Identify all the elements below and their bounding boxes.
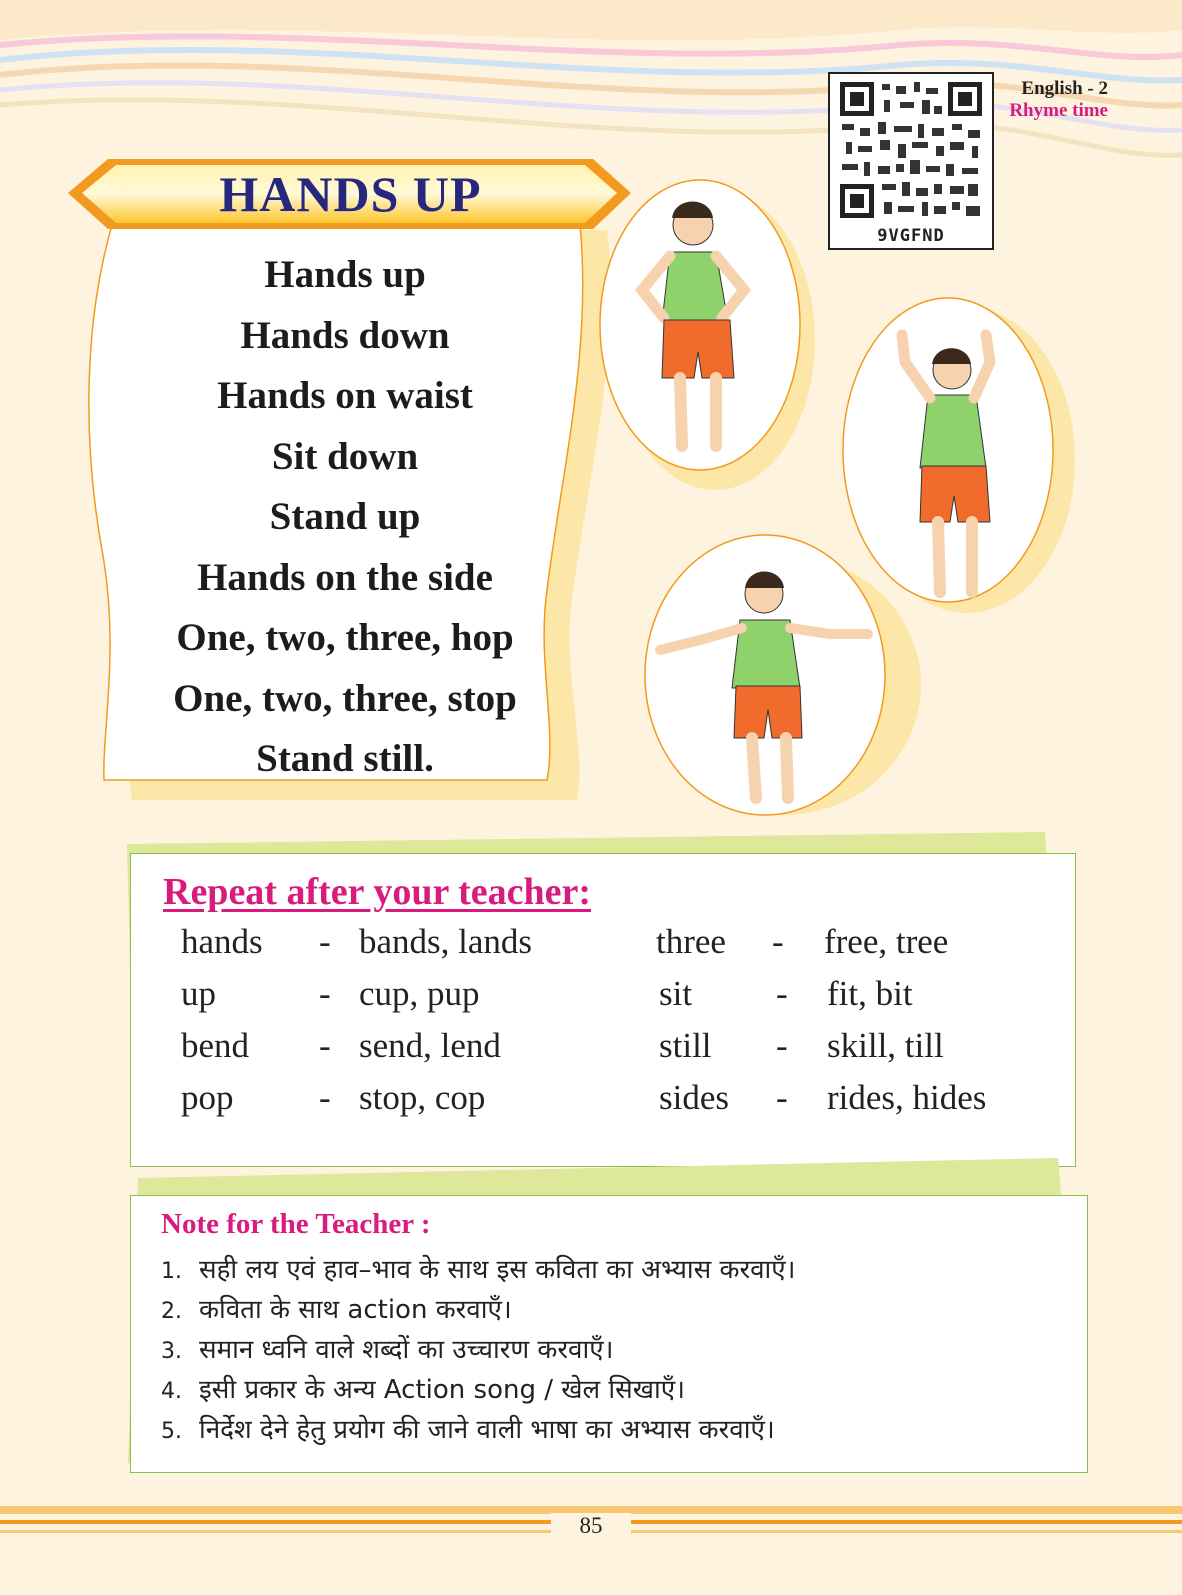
word: sides [659,1078,729,1117]
word: pop [181,1078,234,1117]
dash: - [319,1078,331,1117]
word: bend [181,1026,250,1065]
teacher-note-box [130,1195,1088,1473]
dash: - [319,922,331,961]
note-number: 1. [161,1259,182,1284]
dash: - [772,922,784,961]
rhyme-words: stop, cop [359,1078,486,1117]
note-number: 4. [161,1379,182,1404]
poem-line: Hands on the side [197,555,493,599]
boy-hands-on-side-illustration [645,535,921,815]
poem-line: One, two, three, hop [176,616,514,659]
note-text: इसी प्रकार के अन्य Action song / खेल सिखाएँ। [199,1375,685,1405]
page-header [1009,78,1108,122]
note-number: 2. [161,1299,182,1324]
poem-line: Sit down [271,434,419,478]
qr-code-label: 9VGFND [877,226,945,246]
qr-pattern [838,80,984,220]
note-item [161,1330,613,1366]
note-number: 3. [161,1339,182,1364]
page-number: 85 [551,1513,631,1539]
rhyme-words: skill, till [827,1026,944,1065]
word: hands [181,922,263,961]
rhyme-words: send, lend [359,1026,501,1065]
dash: - [776,974,788,1013]
rhyme-words: fit, bit [827,974,913,1013]
dash: - [319,974,331,1013]
word: still [659,1026,712,1065]
poem-line: One, two, three, stop [173,676,517,720]
note-text: सही लय एवं हाव–भाव के साथ इस कविता का अभ्यास करवाएँ। [199,1255,796,1285]
poem-line: Stand still. [256,737,434,780]
poem-line: Stand up [269,495,421,538]
repeat-after-teacher-box [130,853,1076,1167]
poem-title: HANDS UP [219,166,482,222]
poem-line: Hands up [264,253,426,296]
boy-hands-up-illustration [843,298,1075,613]
dash: - [776,1026,788,1065]
note-text: निर्देश देने हेतु प्रयोग की जाने वाली भाषा का अभ्यास करवाएँ। [199,1415,775,1445]
note-text: समान ध्वनि वाले शब्दों का उच्चारण करवाएँ। [199,1335,614,1365]
word: up [181,974,216,1013]
dash: - [776,1078,788,1117]
note-item [161,1370,685,1406]
note-item [161,1250,796,1286]
rhyme-words: free, tree [824,922,949,961]
note-text: कविता के साथ action करवाएँ। [199,1295,512,1325]
word: three [656,922,726,961]
note-item [161,1290,512,1326]
rhyme-words: cup, pup [359,974,480,1013]
dash: - [319,1026,331,1065]
word: sit [659,974,693,1013]
poem-line: Hands on waist [217,374,473,417]
note-number: 5. [161,1419,182,1444]
rhyme-words: bands, lands [359,922,533,961]
rhyme-words: rides, hides [827,1078,987,1117]
note-item [161,1410,775,1446]
book-title: English - 2 [1021,78,1108,99]
poem-body [110,245,580,790]
section-title: Rhyme time [1009,100,1108,121]
poem-line: Hands down [240,313,450,357]
note-title: Note for the Teacher : [161,1208,431,1240]
repeat-title: Repeat after your teacher: [163,871,592,913]
qr-code[interactable] [828,72,994,250]
